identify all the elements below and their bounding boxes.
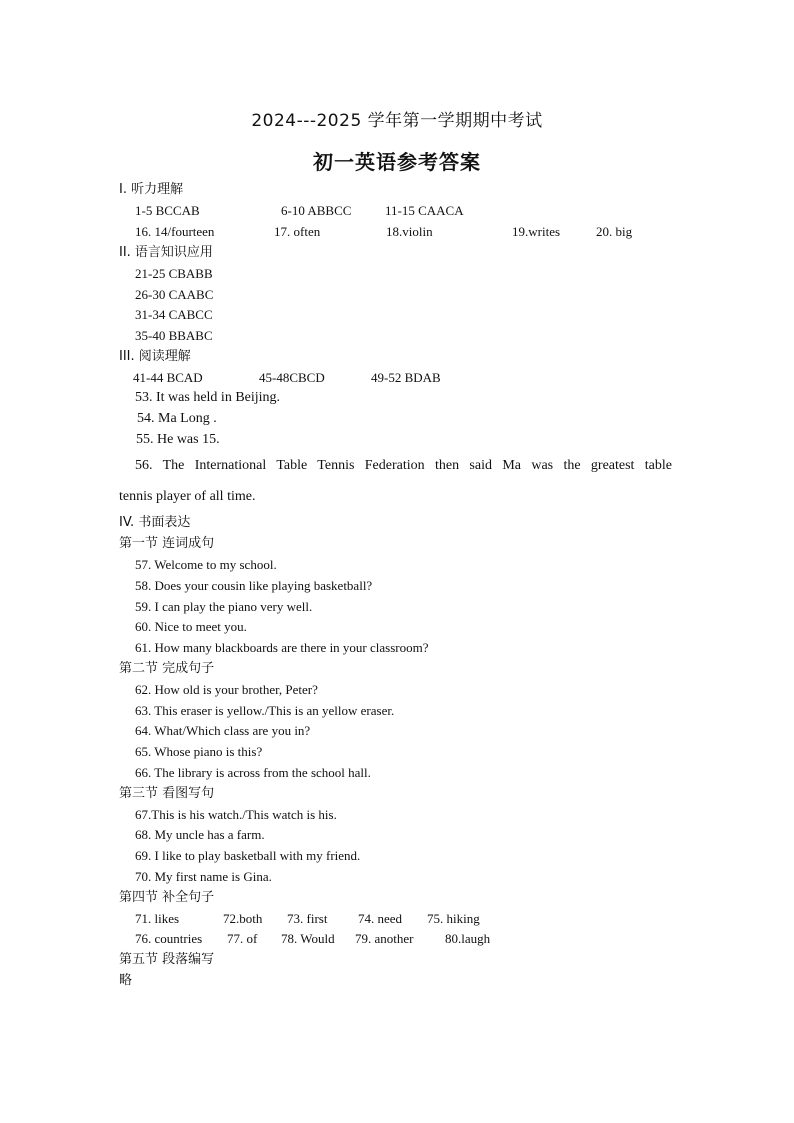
answer-item: 17. often xyxy=(274,224,321,239)
answer-sentence: 64. What/Which class are you in? xyxy=(135,723,311,738)
answer-sentence: 63. This eraser is yellow./This is an yellow eraser. xyxy=(135,703,395,718)
answer-sentence-continued: tennis player of all time. xyxy=(119,489,256,504)
answer-sentence: 69. I like to play basketball with my friend. xyxy=(135,848,361,863)
answer-sentence: 55. He was 15. xyxy=(136,432,220,447)
answer-sentence: 59. I can play the piano very well. xyxy=(135,599,313,614)
answer-sentence: 57. Welcome to my school. xyxy=(135,557,277,572)
answer-sentence: 54. Ma Long . xyxy=(137,411,217,426)
answer-item: 75. hiking xyxy=(427,911,480,926)
answer-group: 1-5 BCCAB xyxy=(135,203,200,218)
answer-item: 18.violin xyxy=(386,224,433,239)
part3-heading: III. 阅读理解 xyxy=(119,349,191,364)
answer-item: 80.laugh xyxy=(445,931,491,946)
answer-sentence: 62. How old is your brother, Peter? xyxy=(135,682,318,697)
section5-heading: 第五节 段落编写 xyxy=(119,952,215,967)
answer-item: 76. countries xyxy=(135,931,203,946)
section4-heading: 第四节 补全句子 xyxy=(119,890,215,905)
answer-group: 49-52 BDAB xyxy=(371,370,441,385)
part4-heading: IV. 书面表达 xyxy=(119,515,191,530)
answer-sentence: 60. Nice to meet you. xyxy=(135,619,247,634)
answer-item: 20. big xyxy=(596,224,633,239)
section2-heading: 第二节 完成句子 xyxy=(119,661,215,676)
answer-sentence: 68. My uncle has a farm. xyxy=(135,827,265,842)
section1-heading: 第一节 连词成句 xyxy=(119,536,215,551)
answer-sentence: 70. My first name is Gina. xyxy=(135,869,272,884)
section5-body: 略 xyxy=(119,973,133,988)
answer-sentence: 53. It was held in Beijing. xyxy=(135,390,281,405)
answer-key-title: 初一英语参考答案 xyxy=(313,150,481,174)
exam-title: 2024---2025 学年第一学期期中考试 xyxy=(251,111,543,131)
answer-sentence: 58. Does your cousin like playing basketball? xyxy=(135,578,373,593)
answer-item: 73. first xyxy=(287,911,328,926)
answer-item: 72.both xyxy=(223,911,263,926)
answer-item: 71. likes xyxy=(135,911,180,926)
answer-sentence: 66. The library is across from the school hall. xyxy=(135,765,371,780)
part2-heading: II. 语言知识应用 xyxy=(119,245,213,260)
answer-group: 6-10 ABBCC xyxy=(281,203,352,218)
answer-group: 11-15 CAACA xyxy=(385,203,464,218)
answer-group: 31-34 CABCC xyxy=(135,307,213,322)
answer-item: 16. 14/fourteen xyxy=(135,224,215,239)
answer-item: 79. another xyxy=(355,931,414,946)
section3-heading: 第三节 看图写句 xyxy=(119,786,215,801)
part1-heading: I. 听力理解 xyxy=(119,182,184,197)
answer-group: 35-40 BBABC xyxy=(135,328,213,343)
answer-sentence: 65. Whose piano is this? xyxy=(135,744,263,759)
answer-group: 26-30 CAABC xyxy=(135,287,214,302)
answer-group: 45-48CBCD xyxy=(259,370,325,385)
answer-group: 41-44 BCAD xyxy=(133,370,203,385)
answer-sentence: 61. How many blackboards are there in your classroom? xyxy=(135,640,429,655)
answer-item: 78. Would xyxy=(281,931,335,946)
answer-sentence: 67.This is his watch./This watch is his. xyxy=(135,807,337,822)
answer-item: 77. of xyxy=(227,931,258,946)
answer-item: 74. need xyxy=(358,911,403,926)
answer-group: 21-25 CBABB xyxy=(135,266,213,281)
answer-item: 19.writes xyxy=(512,224,561,239)
answer-sentence: 56. The International Table Tennis Federation then said Ma was the greatest table xyxy=(135,458,672,473)
